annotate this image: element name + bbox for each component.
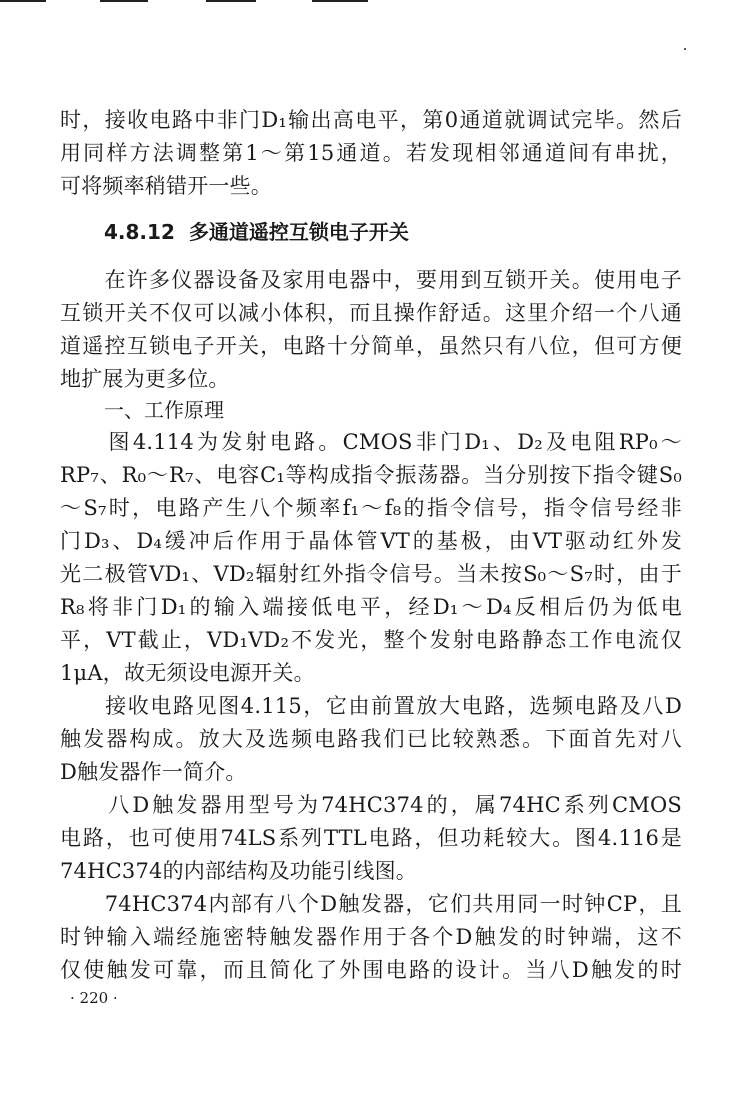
text-line-18: D触发器作一简介。 bbox=[60, 760, 247, 784]
section-number: 4.8.12 bbox=[104, 220, 175, 244]
text-line-12: 光二极管VD₁、VD₂辐射红外指令信号。当未按S₀～S₇时，由于 bbox=[60, 562, 682, 586]
text-line-8: 图4.114为发射电路。CMOS非门D₁、D₂及电阻RP₀～ bbox=[60, 430, 682, 454]
text-line-23: 时钟输入端经施密特触发器作用于各个D触发的时钟端，这不 bbox=[60, 925, 682, 949]
text-line-20: 电路，也可使用74LS系列TTL电路，但功耗较大。图4.116是 bbox=[60, 826, 682, 850]
section-title: 多通道遥控互锁电子开关 bbox=[188, 220, 409, 244]
text-line-24: 仅使触发可靠，而且简化了外围电路的设计。当八D触发的时 bbox=[60, 958, 682, 982]
text-line-16: 接收电路见图4.115，它由前置放大电路，选频电路及八D bbox=[60, 694, 682, 718]
text-line-2: 用同样方法调整第1～第15通道。若发现相邻通道间有串扰， bbox=[60, 141, 682, 165]
text-line-17: 触发器构成。放大及选频电路我们已比较熟悉。下面首先对八 bbox=[60, 727, 682, 751]
text-line-6: 道遥控互锁电子开关，电路十分简单，虽然只有八位，但可方便 bbox=[60, 334, 682, 358]
text-line-21: 74HC374的内部结构及功能引线图。 bbox=[60, 859, 417, 883]
top-rule-2 bbox=[100, 0, 148, 2]
text-line-15: 1μA，故无须设电源开关。 bbox=[60, 661, 315, 685]
text-line-4: 在许多仪器设备及家用电器中，要用到互锁开关。使用电子 bbox=[60, 268, 682, 292]
text-line-10: ～S₇时，电路产生八个频率f₁～f₈的指令信号，指令信号经非 bbox=[60, 496, 682, 520]
subheading: 一、工作原理 bbox=[104, 398, 224, 422]
text-line-1: 时，接收电路中非门D₁输出高电平，第0通道就调试完毕。然后 bbox=[60, 108, 682, 132]
text-line-22: 74HC374内部有八个D触发器，它们共用同一时钟CP，且 bbox=[60, 892, 682, 916]
text-line-19: 八D触发器用型号为74HC374的，属74HC系列CMOS bbox=[60, 793, 682, 817]
top-rule-4 bbox=[312, 0, 368, 2]
text-line-11: 门D₃、D₄缓冲后作用于晶体管VT的基极，由VT驱动红外发 bbox=[60, 529, 682, 553]
text-line-5: 互锁开关不仅可以减小体积，而且操作舒适。这里介绍一个八通 bbox=[60, 301, 682, 325]
top-rule-1 bbox=[0, 0, 46, 2]
text-line-3: 可将频率稍错开一些。 bbox=[60, 174, 272, 198]
text-line-14: 平，VT截止，VD₁VD₂不发光，整个发射电路静态工作电流仅 bbox=[60, 628, 682, 652]
page-number: · 220 · bbox=[70, 989, 118, 1007]
scan-speck bbox=[684, 48, 686, 50]
text-line-7: 地扩展为更多位。 bbox=[60, 367, 230, 391]
text-line-9: RP₇、R₀～R₇、电容C₁等构成指令振荡器。当分别按下指令键S₀ bbox=[60, 463, 682, 487]
section-heading bbox=[104, 216, 409, 248]
text-line-13: R₈将非门D₁的输入端接低电平，经D₁～D₄反相后仍为低电 bbox=[60, 595, 682, 619]
top-rule-3 bbox=[206, 0, 256, 2]
